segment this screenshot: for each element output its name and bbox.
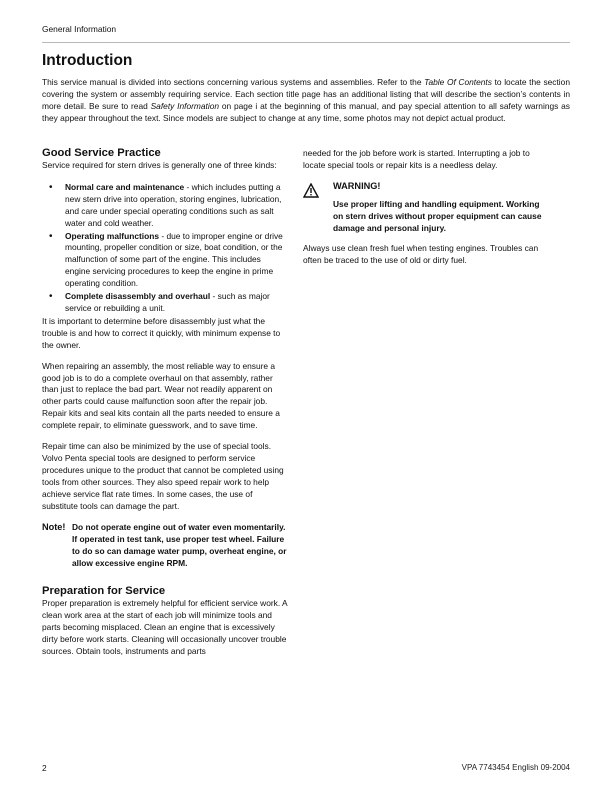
warning-callout <box>303 181 549 235</box>
list-item: • Operating malfunctions - due to improper engine or drive mounting, propeller condition or size, boat condition, or the malfunction of some part of the engine. This includes engine servicing procedures to keep the engine in prime operating condition. <box>49 230 283 289</box>
intro-text: This service manual is divided into sections concerning various systems and assemblies. Refer to the <box>42 77 425 87</box>
intro-text: to locate the section covering the system or assembly requiring service. Each section title page has an additional listing that will describe the section’s contents in more detail. Be sure to read <box>42 77 570 112</box>
intro-text: on page i at the beginning of this manual, and pay special attention to all safety warnings as they appear throughout the text. Since models are subject to change at any time, some photos may not depict actual product. <box>42 101 570 124</box>
bullet-icon: • <box>49 291 53 303</box>
safety-information-reference: Safety Information <box>150 101 220 112</box>
table-of-contents-reference: Table Of Contents <box>424 77 492 87</box>
running-header: General Information <box>42 24 117 34</box>
preparation-paragraph-continued: needed for the job before work is started. Interrupting a job to locate special tools or repair kits is a needless delay. <box>303 148 530 170</box>
right-column <box>303 148 549 267</box>
overhaul-paragraph: When repairing an assembly, the most reliable way to ensure a good job is to do a complete overhaul on that assembly, rather than just to replace the bad part. Wear not readily apparent on other parts could cause malfunction soon after the repair job. Repair kits and seal kits contain all the parts needed to ensure a complete repair, to eliminate guesswork, and to save time. <box>42 360 280 431</box>
warning-text: Use proper lifting and handling equipment. Working on stern drives without proper equipment can cause damage and personal injury. <box>333 198 542 233</box>
note-text: Do not operate engine out of water even momentarily. If operated in test tank, use proper test wheel. Failure to do so can damage water pump, overheat engine, or allow excessive engine RPM. <box>72 522 287 569</box>
special-tools-paragraph: Repair time can also be minimized by the use of special tools. Volvo Penta special tools are designed to perform service procedures unique to the product that cannot be completed using tools from other sources. They also speed repair work to help achieve service flat rate times. In some cases, the use of substitute tools can damage the part. <box>42 441 284 511</box>
note-callout <box>42 522 288 570</box>
service-kinds-list <box>42 182 288 315</box>
page-title: Introduction <box>42 52 133 69</box>
page-number: 2 <box>42 763 47 773</box>
warning-title: WARNING! <box>333 180 381 191</box>
intro-paragraph <box>42 76 570 124</box>
fuel-paragraph: Always use clean fresh fuel when testing engines. Troubles can often be traced to the use of old or dirty fuel. <box>303 243 539 266</box>
determine-trouble-paragraph: It is important to determine before disassembly just what the trouble is and how to correct it quickly, with minimum expense to the owner. <box>42 315 281 350</box>
preparation-heading: Preparation for Service <box>42 585 166 598</box>
bullet-icon: • <box>49 230 53 242</box>
list-item: • Complete disassembly and overhaul - such as major service or rebuilding a unit. <box>49 291 270 313</box>
document-id: VPA 7743454 English 09-2004 <box>461 763 570 772</box>
warning-triangle-icon <box>303 181 333 235</box>
preparation-paragraph: Proper preparation is extremely helpful for efficient service work. A clean work area at the start of each job will minimize tools and parts becoming misplaced. Clean an engine that is excessively dirty before work starts. Cleaning will occasionally uncover trouble sources. Obtain tools, instruments and parts <box>42 598 288 656</box>
good-service-lead: Service required for stern drives is generally one of three kinds: <box>42 160 277 170</box>
good-service-heading: Good Service Practice <box>42 147 161 159</box>
left-column <box>42 146 288 658</box>
note-label: Note! <box>42 522 66 533</box>
list-item: • Normal care and maintenance - which includes putting a new stern drive into operation, storing engines, lubrication, and care under special operating conditions such as salt water and cold weather. <box>49 181 282 228</box>
bullet-icon: • <box>49 181 53 193</box>
header-divider <box>42 42 570 43</box>
